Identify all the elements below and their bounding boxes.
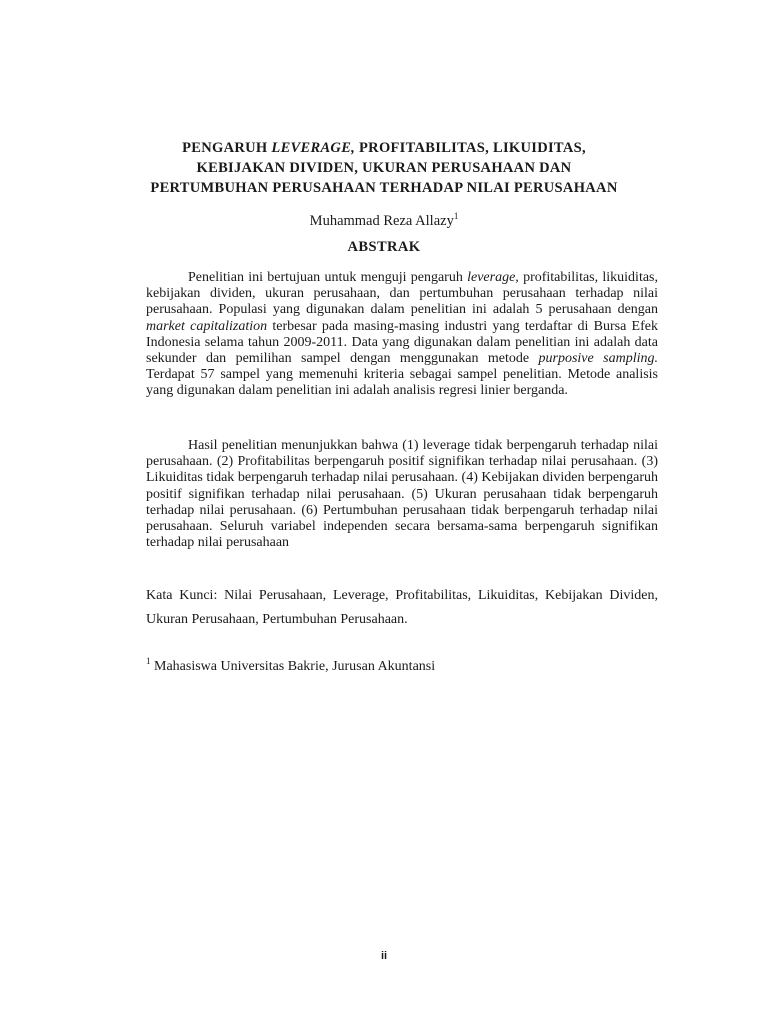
footnote-mark: 1 bbox=[146, 656, 151, 666]
page-number: ii bbox=[380, 950, 388, 962]
abstract-heading: ABSTRAK bbox=[347, 239, 421, 255]
author-line bbox=[110, 206, 658, 231]
keywords: Kata Kunci: Nilai Perusahaan, Leverage, Profitabilitas, Likuiditas, Kebijakan Dividen, Ukuran Perusahaan, Pertumbuhan Perusahaan. bbox=[146, 588, 658, 627]
paper-title bbox=[110, 138, 658, 198]
abstract-paragraph-2: Hasil penelitian menunjukkan bahwa (1) leverage tidak berpengaruh terhadap nilai perusahaan. (2) Profitabilitas berpengaruh positif signifikan terhadap nilai perusahaan. (3) Likuiditas tidak berpengaruh terhadap nilai perusahaan. (4) Kebijakan dividen berpengaruh positif signifikan terhadap nilai perusahaan. (5) Ukuran perusahaan tidak berpengaruh terhadap nilai perusahaan. (6) Pertumbuhan perusahaan tidak berpengaruh terhadap nilai perusahaan. Seluruh variabel independen secara bersama-sama berpengaruh signifikan terhadap nilai perusahaan bbox=[146, 438, 658, 551]
title-line-2: KEBIJAKAN DIVIDEN, UKURAN PERUSAHAAN DAN bbox=[196, 160, 572, 176]
author-name: Muhammad Reza Allazy bbox=[309, 213, 454, 229]
title-italic-term: LEVERAGE, bbox=[271, 140, 356, 156]
title-line-3: PERTUMBUHAN PERUSAHAAN TERHADAP NILAI PERUSAHAAN bbox=[150, 180, 618, 196]
abstract-paragraph-1: Penelitian ini bertujuan untuk menguji pengaruh leverage, profitabilitas, likuiditas, kebijakan dividen, ukuran perusahaan, dan pertumbuhan perusahaan terhadap nilai perusahaan. Populasi yang digunakan dalam penelitian ini adalah 5 perusahaan dengan market capitalization terbesar pada masing-masing industri yang terdaftar di Bursa Efek Indonesia selama tahun 2009-2011. Data yang digunakan dalam penelitian ini adalah data sekunder dan pemilihan sampel dengan menggunakan metode purposive sampling. Terdapat 57 sampel yang memenuhi kriteria sebagai sampel penelitian. Metode analisis yang digunakan dalam penelitian ini adalah analisis regresi linier berganda. bbox=[146, 270, 658, 399]
footnote-text: Mahasiswa Universitas Bakrie, Jurusan Akuntansi bbox=[150, 659, 436, 674]
author-footnote-mark: 1 bbox=[453, 211, 459, 221]
title-line-1: PENGARUH LEVERAGE, PROFITABILITAS, LIKUIDITAS, bbox=[182, 140, 586, 156]
footnote bbox=[146, 651, 658, 677]
